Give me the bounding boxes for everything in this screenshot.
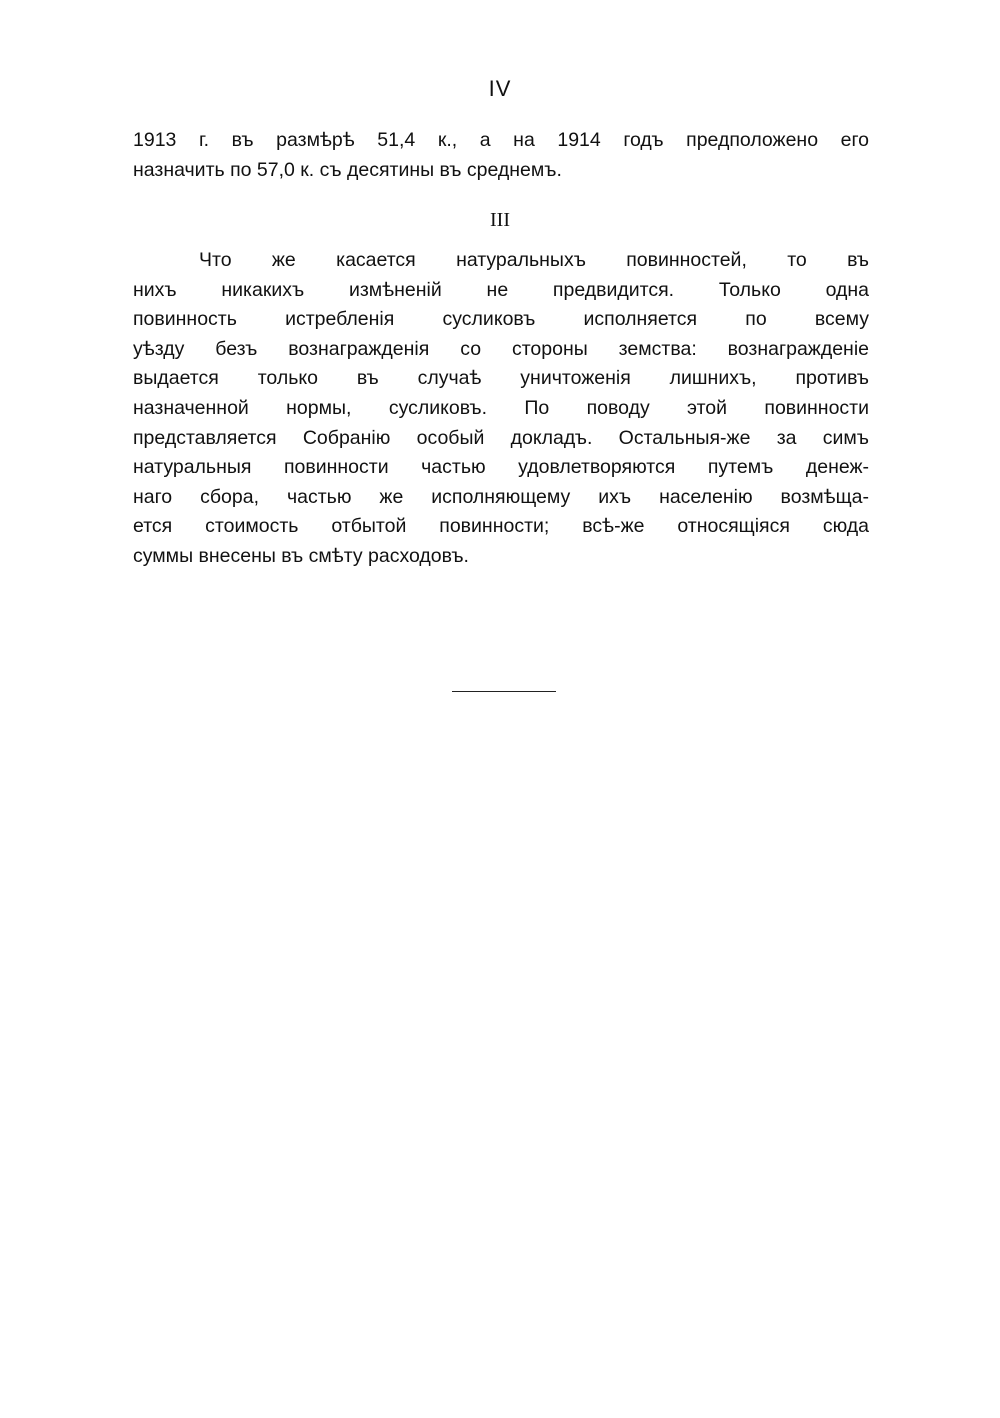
text-line: назначенной нормы, сусликовъ. По поводу этой повинности — [133, 396, 869, 419]
text-line: суммы внесены въ смѣту расходовъ. — [133, 544, 469, 567]
page-number: IV — [488, 76, 512, 101]
section-title: III — [490, 209, 510, 231]
end-rule-divider — [452, 691, 556, 692]
text-line: назначить по 57,0 к. съ десятины въ среднемъ. — [133, 158, 562, 181]
text-line: 1913 г. въ размѣрѣ 51,4 к., а на 1914 годъ предположено его — [133, 129, 869, 151]
text-line: натуральныя повинности частью удовлетворяются путемъ денеж- — [133, 456, 869, 479]
text-line: представляется Собранію особый докладъ. Остальныя-же за симъ — [133, 426, 869, 449]
text-line: ется стоимость отбытой повинности; всѣ-же относящіяся сюда — [133, 515, 869, 538]
text-line: наго сбора, частью же исполняющему ихъ населенію возмѣща- — [133, 485, 869, 508]
section-paragraph — [133, 246, 869, 572]
text-line: Что же касается натуральныхъ повинностей, то въ — [199, 249, 869, 271]
text-line: нихъ никакихъ измѣненій не предвидится. Только одна — [133, 278, 869, 301]
text-line: выдается только въ случаѣ уничтоженія лишнихъ, противъ — [133, 367, 869, 390]
text-line: повинность истребленія сусликовъ исполняется по всему — [133, 308, 869, 331]
intro-paragraph — [133, 126, 869, 185]
text-line: уѣзду безъ вознагражденія со стороны земства: вознагражденіе — [133, 337, 869, 360]
